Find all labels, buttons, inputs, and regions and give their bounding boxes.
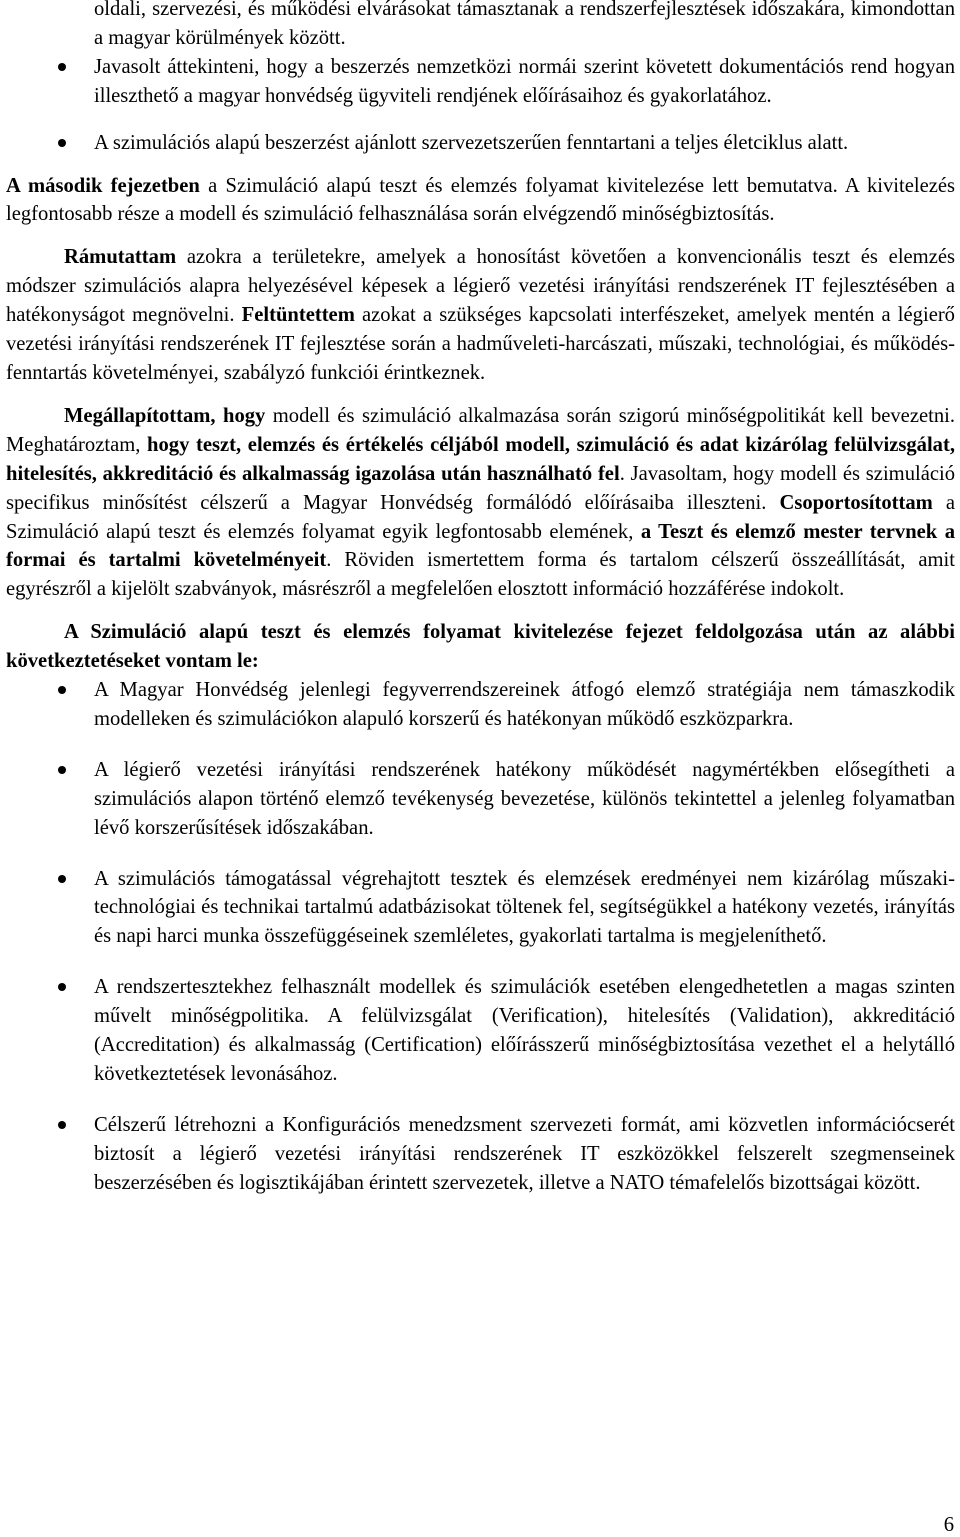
- conclusion-heading: [6, 618, 955, 676]
- emphasis: Rámutattam: [64, 246, 177, 269]
- paragraph-text: a Szimuláció alapú teszt és elemzés folyamat kivitelezése lett bemutatva. A kivitelezés legfontosabb része a modell és szimuláció felhasználása során elvégzendő minőségbiztosítás.: [6, 174, 955, 226]
- recommendation-list: [6, 53, 955, 158]
- list-item: Célszerű létrehozni a Konfigurációs menedzsment szervezeti formát, ami közvetlen információcserét biztosít a légierő vezetési irányítási rendszerének IT eszközökkel felszerelt szegmenseinek beszerzésében és logisztikájában érintett szervezetek, illetve a NATO témafelelős bizottságai között.: [6, 1111, 955, 1198]
- paragraph-ramutattam: [6, 243, 955, 388]
- paragraph-text: . Röviden ismertettem forma és tartalom célszerű összeállítását, amit egyrészről a kijelölt szabványok, másrészről a megfelelően elosztott információ hozzáférése indokolt.: [6, 549, 955, 601]
- paragraph-text: . Javasoltam, hogy modell és szimuláció specifikus minősítést célszerű a Magyar Honvédség formálódó előírásaiba illeszteni.: [6, 462, 956, 514]
- list-item: A légierő vezetési irányítási rendszerének hatékony működését nagymértékben elősegítheti a szimulációs alapon történő elemző tevékenység bevezetése, különös tekintettel a jelenleg folyamatban lévő korszerűsítések időszakában.: [6, 756, 955, 843]
- emphasis: a Teszt és elemző mester tervnek a formai és tartalmi követelményeit: [6, 520, 955, 572]
- emphasis: hogy teszt, elemzés és értékelés céljából modell, szimuláció és adat kizárólag felülvizsgálat, hitelesítés, akkreditáció és alkalmasság igazolása után használható fel: [6, 433, 955, 485]
- heading-text: A Szimuláció alapú teszt és elemzés folyamat kivitelezése fejezet feldolgozása után az alábbi következtetéseket vontam le:: [6, 621, 955, 673]
- emphasis: Csoportosítottam: [779, 491, 933, 514]
- emphasis: A második fejezetben: [6, 174, 200, 197]
- continued-bullet-text: oldali, szervezési, és működési elvárásokat támasztanak a rendszerfejlesztések időszakára, kimondottan a magyar körülmények között.: [94, 0, 955, 49]
- list-item: A szimulációs támogatással végrehajtott tesztek és elemzések eredményei nem kizárólag műszaki-technológiai és technikai tartalmú adatbázisokat töltenek fel, segítségükkel a hatékony vezetés, irányítás és napi harci munka összefüggéseinek szemléletes, gyakorlati tartalma is megjeleníthető.: [6, 865, 955, 952]
- paragraph-text: a Szimuláció alapú teszt és elemzés folyamat egyik legfontosabb elemének,: [6, 491, 955, 543]
- list-item: Javasolt áttekinteni, hogy a beszerzés nemzetközi normái szerint követett dokumentációs rend hogyan illeszthető a magyar honvédség ügyviteli rendjének előírásaihoz és gyakorlatához.: [6, 53, 955, 111]
- emphasis: Megállapítottam, hogy: [64, 404, 266, 427]
- paragraph-text: modell és szimuláció alkalmazása során szigorú minőségpolitikát kell bevezetni. Meghatároztam,: [6, 404, 955, 456]
- list-item: A Magyar Honvédség jelenlegi fegyverrendszereinek átfogó elemző stratégiája nem támaszkodik modelleken és szimulációkon alapuló korszerű és hatékonyan működő eszközparkra.: [6, 676, 955, 734]
- emphasis: Feltüntettem: [241, 304, 355, 327]
- list-item: A rendszertesztekhez felhasznált modellek és szimulációk esetében elengedhetetlen a magas szinten művelt minőségpolitika. A felülvizsgálat (Verification), hitelesítés (Validation), akkreditáció (Accreditation) és alkalmasság (Certification) előírásszerű minőségbiztosítása vezethet el a helytálló következtetések levonásához.: [6, 973, 955, 1089]
- paragraph-second-chapter: [6, 172, 955, 230]
- conclusion-list: [6, 676, 955, 1198]
- list-item: A szimulációs alapú beszerzést ajánlott szervezetszerűen fenntartani a teljes életciklus alatt.: [6, 129, 955, 158]
- page-number: 6: [943, 1514, 954, 1536]
- paragraph-text: azokra a területekre, amelyek a honosítást követően a konvencionális teszt és elemzés módszer szimulációs alapra helyezésével képesek a légierő vezetési irányítási rendszerének IT fejlesztésében a hatékonyságot megnövelni.: [6, 246, 955, 327]
- page-body: [6, 0, 955, 1198]
- paragraph-text: azokat a szükséges kapcsolati interfészeket, amelyek mentén a légierő vezetési irányítási rendszerének IT fejlesztése során a hadműveleti-harcászati, műszaki, technológiai, és működés-fenntartás követelményei, szabályzó funkciói érintkeznek.: [6, 304, 955, 384]
- paragraph-megallapitottam: [6, 402, 955, 604]
